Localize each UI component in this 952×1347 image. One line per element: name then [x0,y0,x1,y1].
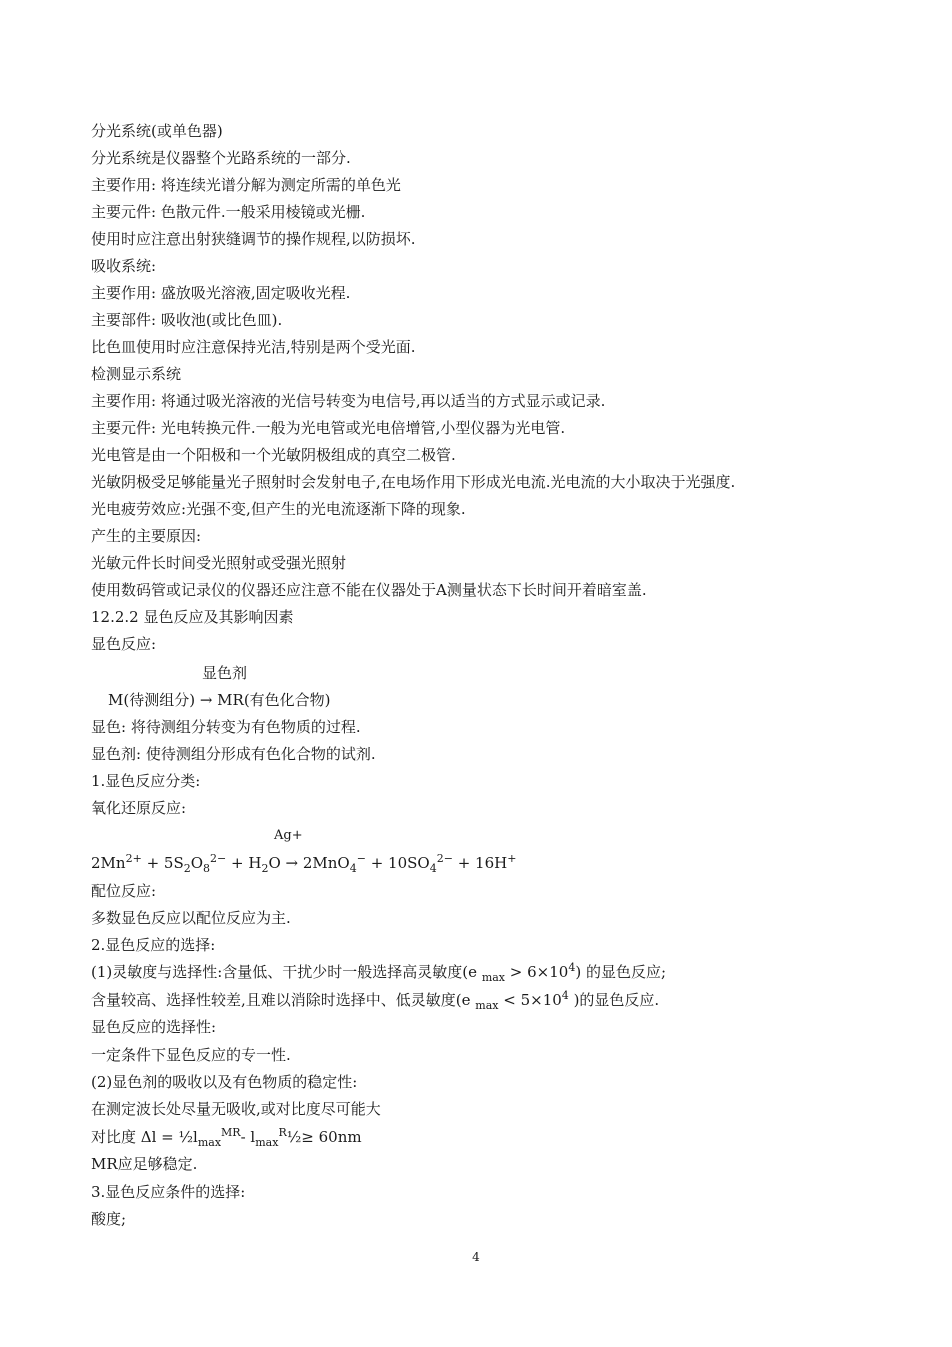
selection-line-1: (1)灵敏度与选择性:含量低、干扰少时一般选择高灵敏度(e $_{max} > 6\times 10^4$) 的显色反应; [91,961,667,984]
text-line: 显色反应的选择性: [91,1018,217,1036]
text-line: 显色: 将待测组分转变为有色物质的过程. [91,718,361,736]
text-line: (2)显色剂的吸收以及有色物质的稳定性: [91,1073,358,1091]
text-line: 1.显色反应分类: [91,772,201,790]
text-line: 氧化还原反应: [91,799,187,817]
text-line: 光敏元件长时间受光照射或受强光照射 [91,554,347,572]
text-line: 一定条件下显色反应的专一性. [91,1046,291,1064]
text-line: 产生的主要原因: [91,527,202,545]
reaction-equation: M(待测组分) → MR(有色化合物) [108,691,331,709]
text-line: 使用时应注意出射狭缝调节的操作规程,以防损坏. [91,230,416,248]
text-line: 比色皿使用时应注意保持光洁,特别是两个受光面. [91,338,416,356]
section-heading: 12.2.2 显色反应及其影响因素 [91,608,294,626]
text-line: 主要作用: 将连续光谱分解为测定所需的单色光 [91,176,401,194]
text-line: 光敏阴极受足够能量光子照射时会发射电子,在电场作用下形成光电流.光电流的大小取决于光强度. [91,473,736,491]
text-line: 2.显色反应的选择: [91,936,216,954]
page-number: 4 [472,1250,480,1264]
text-line: 显色反应: [91,635,157,653]
text-line: 配位反应: [91,882,157,900]
text-line: 光电疲劳效应:光强不变,但产生的光电流逐渐下降的现象. [91,500,466,518]
text-line: 主要部件: 吸收池(或比色皿). [91,311,283,329]
text-line: 主要作用: 将通过吸光溶液的光信号转变为电信号,再以适当的方式显示或记录. [91,392,606,410]
text-line: 分光系统是仪器整个光路系统的一部分. [91,149,351,167]
text-line: 3.显色反应条件的选择: [91,1183,246,1201]
text-line: 分光系统(或单色器) [91,122,223,140]
text-line: 主要元件: 光电转换元件.一般为光电管或光电倍增管,小型仪器为光电管. [91,419,566,437]
redox-equation: $2Mn^{2+} + 5S_2O_8^{2-} + H_2O \to 2MnO_4^- + 10SO_4^{2-} + 16H^+$ [91,852,517,875]
text-line: 主要元件: 色散元件.一般采用棱镜或光栅. [91,203,366,221]
text-line: 使用数码管或记录仪的仪器还应注意不能在仪器处于A测量状态下长时间开着暗室盖. [91,581,647,599]
text-line: 检测显示系统 [91,365,182,383]
text-line: 光电管是由一个阳极和一个光敏阴极组成的真空二极管. [91,446,456,464]
text-line: 吸收系统: [91,257,157,275]
text-line: 酸度; [91,1210,127,1228]
catalyst-label: Ag+ [274,828,303,843]
text-line: 在测定波长处尽量无吸收,或对比度尽可能大 [91,1100,381,1118]
text-line: 显色剂: 使待测组分形成有色化合物的试剂. [91,745,376,763]
text-line: MR应足够稳定. [91,1155,198,1173]
reagent-label: 显色剂 [202,664,248,682]
contrast-formula: 对比度 $\Delta l = \frac{1}{2}l_{max}^{MR}-$ $l_{max}^R\frac{1}{2}\ge 60nm$ [91,1126,362,1149]
selection-line-2: 含量较高、选择性较差,且难以消除时选择中、低灵敏度(e $_{max} < 5\times 10^4$ )的显色反应. [91,989,660,1012]
text-line: 多数显色反应以配位反应为主. [91,909,291,927]
text-line: 主要作用: 盛放吸光溶液,固定吸收光程. [91,284,351,302]
